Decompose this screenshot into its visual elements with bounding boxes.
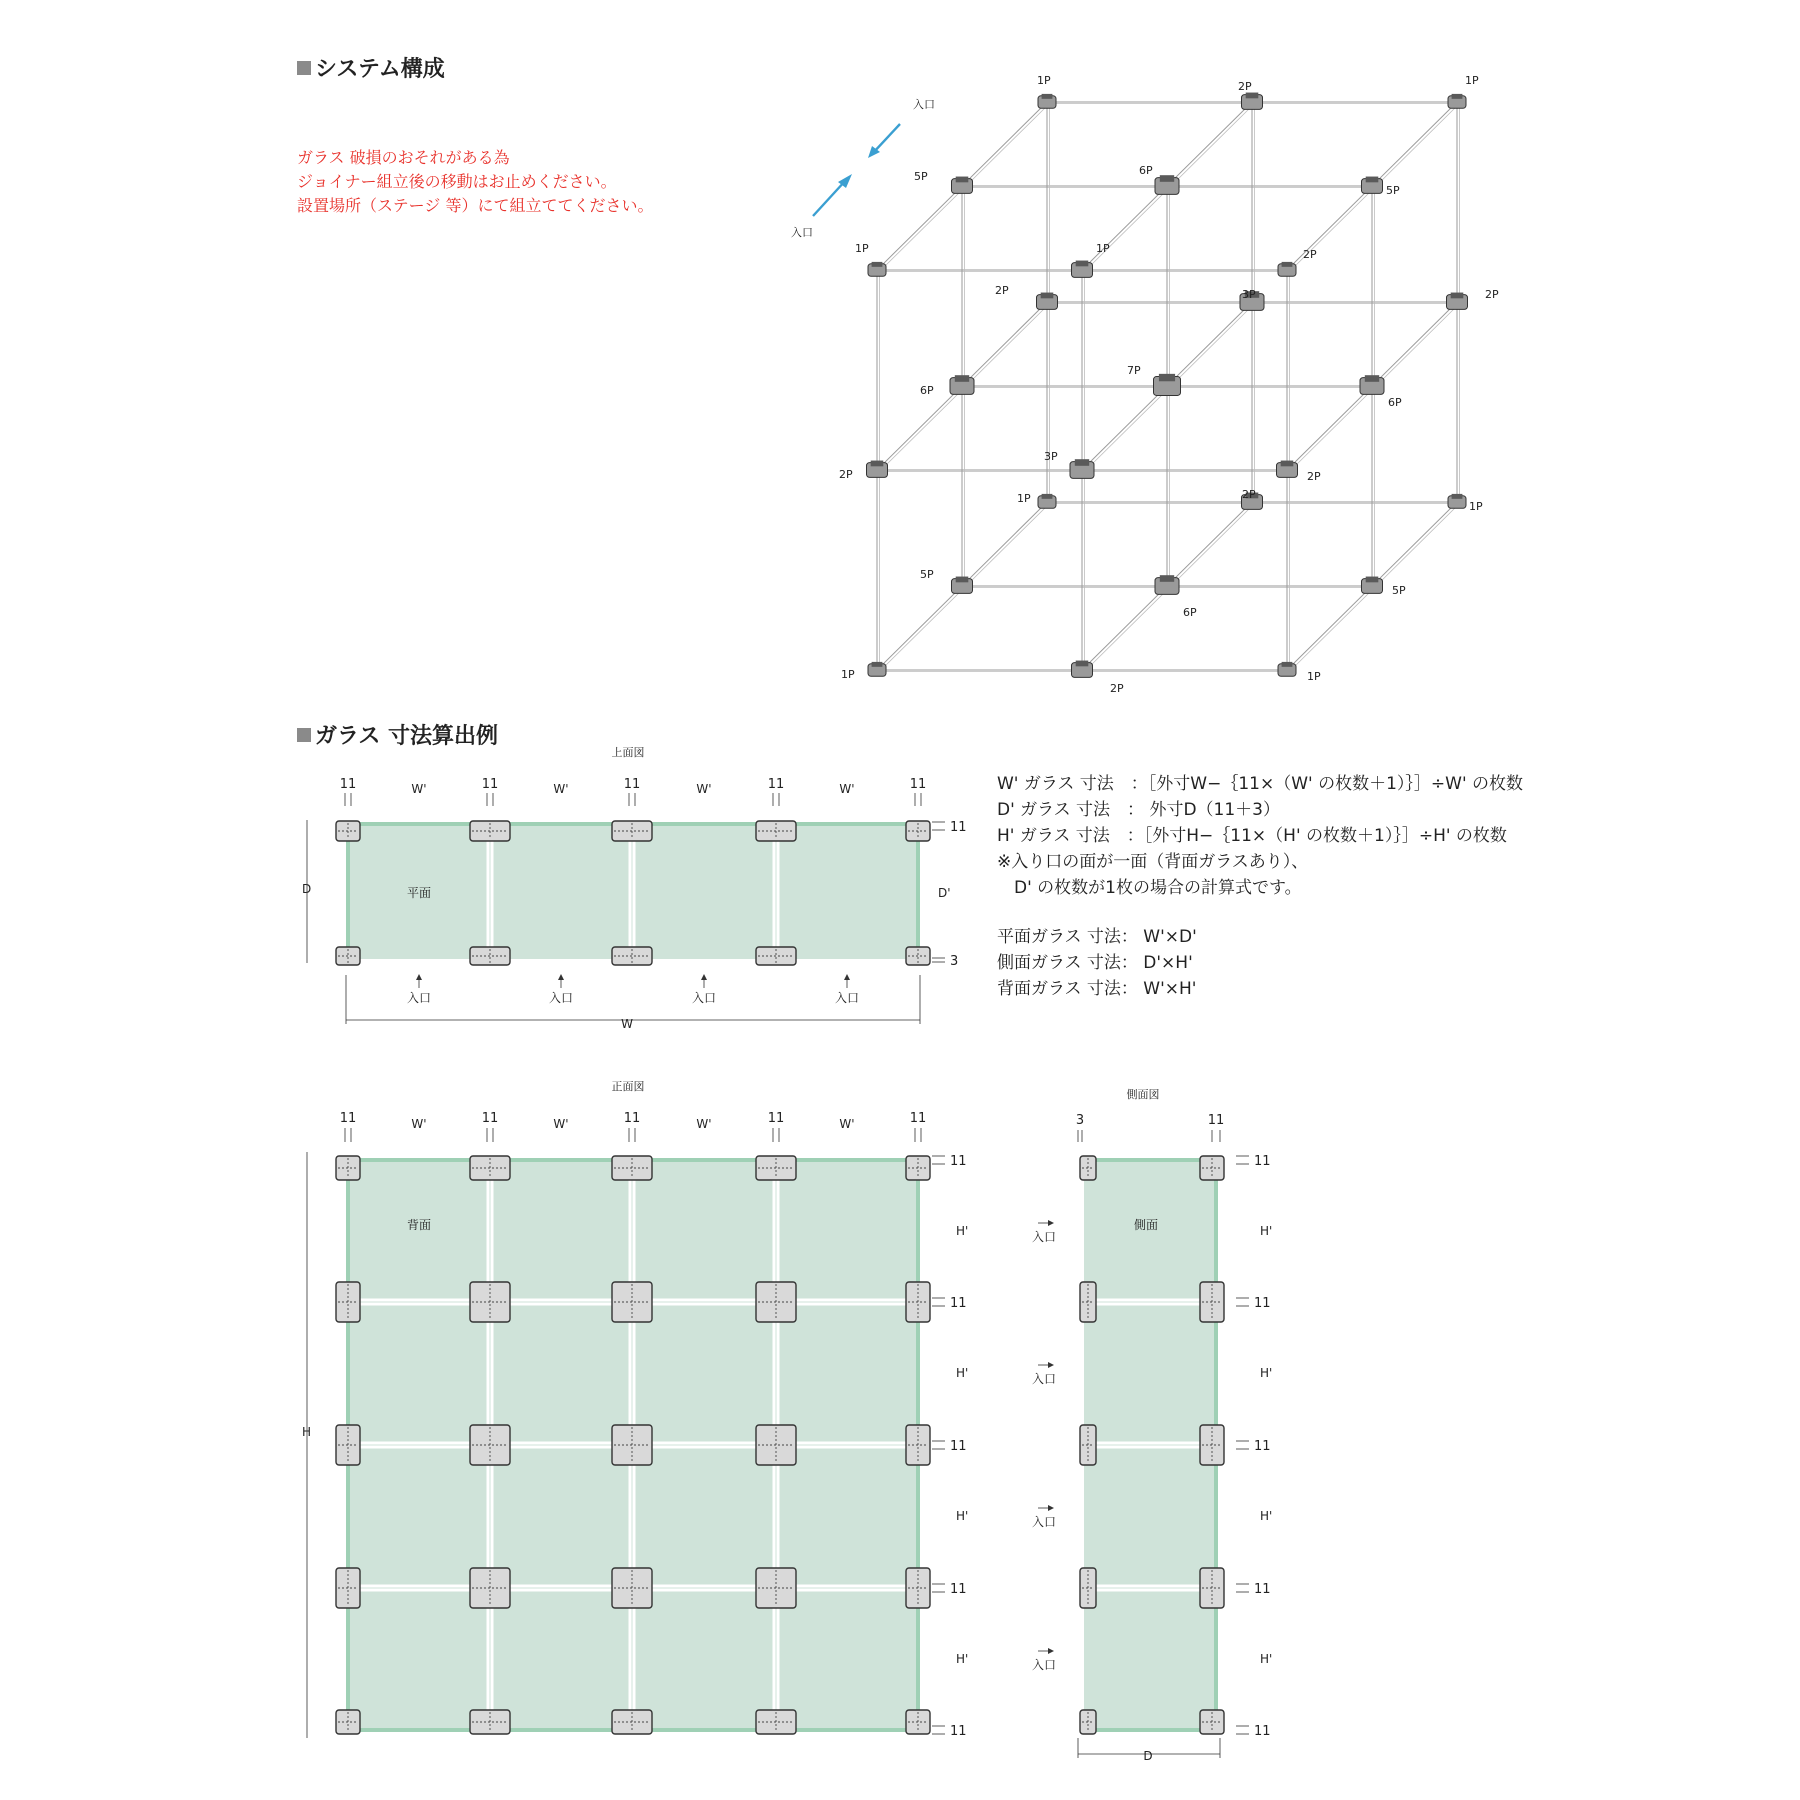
iso-part-label: 1P bbox=[1465, 74, 1479, 87]
iso-part-label: 2P bbox=[1307, 470, 1321, 483]
front-view bbox=[302, 1111, 968, 1739]
section-title-system: システム構成 bbox=[315, 57, 445, 82]
front-joiner bbox=[470, 1425, 510, 1465]
top-joiner bbox=[756, 947, 796, 965]
front-joiner bbox=[906, 1568, 930, 1608]
w-prime-label: W' bbox=[839, 1117, 855, 1131]
eleven-label: 11 bbox=[950, 1154, 967, 1169]
h-prime-label: H' bbox=[956, 1652, 969, 1666]
eleven-label: 11 bbox=[909, 1111, 927, 1126]
iso-joiner-top bbox=[872, 662, 883, 667]
iso-joiner-top bbox=[1042, 494, 1053, 499]
iso-joiner-top bbox=[1076, 261, 1089, 267]
front-right-dimension-labels bbox=[932, 1154, 968, 1739]
arrow-head-icon bbox=[416, 974, 422, 980]
eleven-label: 11 bbox=[1254, 1439, 1271, 1454]
formula-w: W' ガラス 寸法 ：［外寸W−｛11×（W' の枚数＋1）｝］÷W' の枚数 bbox=[997, 774, 1524, 794]
eleven-label: 11 bbox=[950, 1439, 967, 1454]
entrance-label: 入口 bbox=[406, 991, 432, 1005]
front-joiner bbox=[906, 1282, 930, 1322]
isometric-structure bbox=[791, 74, 1499, 695]
h-prime-label: H' bbox=[956, 1224, 969, 1238]
arrow-head-icon bbox=[701, 974, 707, 980]
warning-line-1: ガラス 破損のおそれがある為 bbox=[297, 148, 510, 167]
top-joiner bbox=[906, 947, 930, 965]
iso-part-label: 2P bbox=[995, 284, 1009, 297]
iso-part-label: 6P bbox=[1139, 164, 1153, 177]
eleven-label: 11 bbox=[481, 777, 499, 792]
front-joiner bbox=[336, 1425, 360, 1465]
iso-joiner-top bbox=[1075, 459, 1089, 466]
front-joiner bbox=[612, 1568, 652, 1608]
front-joiner bbox=[612, 1156, 652, 1180]
entrance-label: 入口 bbox=[548, 991, 574, 1005]
iso-joiner-top bbox=[1282, 262, 1293, 267]
iso-part-label: 2P bbox=[1303, 248, 1317, 261]
arrow-head-icon bbox=[1048, 1220, 1054, 1226]
eleven-label: 11 bbox=[950, 1296, 967, 1311]
front-joiner bbox=[336, 1710, 360, 1734]
entrance-label: 入口 bbox=[1031, 1515, 1057, 1529]
eleven-label: 11 bbox=[1254, 1296, 1271, 1311]
side-view-title: 側面図 bbox=[1126, 1088, 1160, 1101]
front-joiner bbox=[906, 1425, 930, 1465]
iso-part-label: 2P bbox=[1238, 80, 1252, 93]
side-joiner bbox=[1080, 1156, 1096, 1180]
top-joiner bbox=[470, 821, 510, 841]
iso-joiner-top bbox=[1042, 94, 1053, 99]
side-joiner bbox=[1080, 1425, 1096, 1465]
iso-part-label: 6P bbox=[1388, 396, 1402, 409]
w-prime-label: W' bbox=[696, 782, 712, 796]
iso-joiner-top bbox=[1366, 577, 1379, 583]
iso-part-label: 1P bbox=[1096, 242, 1110, 255]
eleven-label: 11 bbox=[623, 1111, 641, 1126]
front-joiner bbox=[470, 1282, 510, 1322]
iso-part-label: 5P bbox=[914, 170, 928, 183]
iso-part-label: 2P bbox=[839, 468, 853, 481]
eleven-label: 11 bbox=[339, 1111, 357, 1126]
arrow-head-icon bbox=[844, 974, 850, 980]
iso-part-label: 3P bbox=[1044, 450, 1058, 463]
top-entrance-labels bbox=[407, 974, 859, 1005]
front-joiner bbox=[756, 1282, 796, 1322]
iso-joiner-top bbox=[1282, 662, 1293, 667]
iso-joiner-top bbox=[955, 375, 969, 382]
side-joiner bbox=[1200, 1425, 1224, 1465]
iso-part-label: 1P bbox=[1037, 74, 1051, 87]
w-prime-label: W' bbox=[553, 1117, 569, 1131]
front-joiner bbox=[756, 1710, 796, 1734]
iso-joiner-top bbox=[1451, 293, 1464, 299]
eleven-label: 11 bbox=[1254, 1582, 1271, 1597]
eleven-label: 11 bbox=[767, 777, 785, 792]
front-joiner bbox=[906, 1710, 930, 1734]
plane-face-label: 平面 bbox=[406, 886, 432, 900]
front-view-title: 正面図 bbox=[611, 1080, 645, 1093]
iso-joiner-top bbox=[1281, 461, 1294, 467]
iso-part-label: 3P bbox=[1242, 288, 1256, 301]
iso-part-label: 1P bbox=[1469, 500, 1483, 513]
entrance-label: 入口 bbox=[1031, 1658, 1057, 1672]
iso-joiner-top bbox=[956, 577, 969, 583]
arrow-head-icon bbox=[1048, 1505, 1054, 1511]
formula-h: H' ガラス 寸法 ：［外寸H−｛11×（H' の枚数＋1）｝］÷H' の枚数 bbox=[997, 826, 1507, 846]
h-prime-label: H' bbox=[956, 1509, 969, 1523]
section-marker bbox=[297, 61, 311, 75]
eleven-label: 11 bbox=[767, 1111, 785, 1126]
front-joiner bbox=[756, 1156, 796, 1180]
eleven-label: 11 bbox=[1254, 1724, 1271, 1739]
iso-joiner-top bbox=[871, 461, 884, 467]
formula-d: D' ガラス 寸法 ： 外寸D（11＋3） bbox=[997, 800, 1281, 820]
eleven-label: 11 bbox=[950, 820, 967, 835]
front-dimension-labels bbox=[340, 1111, 927, 1142]
w-prime-label: W' bbox=[553, 782, 569, 796]
iso-part-label: 2P bbox=[1110, 682, 1124, 695]
eleven-label: 11 bbox=[1254, 1154, 1271, 1169]
h-prime-label: H' bbox=[1260, 1224, 1273, 1238]
side-joiner bbox=[1200, 1282, 1224, 1322]
warning-line-2: ジョイナー組立後の移動はお止めください。 bbox=[297, 172, 617, 191]
side-right-dimension-labels bbox=[1236, 1154, 1272, 1739]
eleven-label: 11 bbox=[950, 1582, 967, 1597]
section-title-glass: ガラス 寸法算出例 bbox=[315, 724, 498, 749]
d-prime-label: D' bbox=[938, 886, 951, 900]
h-prime-label: H' bbox=[956, 1366, 969, 1380]
top-joiner bbox=[612, 947, 652, 965]
iso-part-label: 6P bbox=[920, 384, 934, 397]
iso-joiner-top bbox=[1366, 177, 1379, 183]
iso-joiner-top bbox=[1452, 494, 1463, 499]
iso-part-label: 1P bbox=[855, 242, 869, 255]
top-view bbox=[302, 777, 967, 1031]
front-joiner bbox=[470, 1710, 510, 1734]
top-joiner bbox=[336, 947, 360, 965]
w-prime-label: W' bbox=[411, 782, 427, 796]
eleven-label: 11 bbox=[1207, 1113, 1225, 1128]
front-joiner bbox=[612, 1282, 652, 1322]
side-joiner bbox=[1200, 1710, 1224, 1734]
iso-joiner-top bbox=[1452, 94, 1463, 99]
three-label: 3 bbox=[1075, 1113, 1085, 1128]
d-label: D bbox=[1143, 1749, 1153, 1763]
iso-part-label: 1P bbox=[1017, 492, 1031, 505]
warning-line-3: 設置場所（ステージ 等）にて組立ててください。 bbox=[297, 196, 654, 215]
iso-part-label: 2P bbox=[1485, 288, 1499, 301]
top-dimension-labels bbox=[340, 777, 927, 806]
d-label: D bbox=[302, 882, 312, 896]
iso-joiners bbox=[867, 93, 1468, 678]
entrance-label: 入口 bbox=[834, 991, 860, 1005]
front-joiner bbox=[756, 1568, 796, 1608]
entrance-label: 入口 bbox=[913, 98, 935, 111]
iso-joiner-top bbox=[1041, 293, 1054, 299]
side-joiner bbox=[1200, 1568, 1224, 1608]
front-joiner bbox=[336, 1282, 360, 1322]
w-prime-label: W' bbox=[411, 1117, 427, 1131]
top-view-title: 上面図 bbox=[611, 746, 645, 759]
three-label: 3 bbox=[950, 954, 959, 969]
top-joiner bbox=[756, 821, 796, 841]
front-joiner bbox=[336, 1568, 360, 1608]
h-prime-label: H' bbox=[1260, 1366, 1273, 1380]
iso-joiner-top bbox=[1365, 375, 1379, 382]
side-joiner bbox=[1080, 1282, 1096, 1322]
front-joiner bbox=[336, 1156, 360, 1180]
front-joiner bbox=[612, 1425, 652, 1465]
side-glass bbox=[1084, 1160, 1216, 1730]
side-joiner bbox=[1080, 1568, 1096, 1608]
w-label: W bbox=[621, 1017, 633, 1031]
iso-part-label: 5P bbox=[920, 568, 934, 581]
front-joiner bbox=[470, 1568, 510, 1608]
iso-part-label: 2P bbox=[1242, 488, 1256, 501]
iso-part-label: 5P bbox=[1386, 184, 1400, 197]
back-face-label: 背面 bbox=[406, 1218, 432, 1232]
iso-part-label: 7P bbox=[1127, 364, 1141, 377]
w-prime-label: W' bbox=[839, 782, 855, 796]
formula-note-1: ※入り口の面が一面（背面ガラスあり）、 bbox=[997, 852, 1309, 872]
h-prime-label: H' bbox=[1260, 1509, 1273, 1523]
entrance-arrow bbox=[813, 180, 846, 216]
formula-note-2: D' の枚数が1枚の場合の計算式です。 bbox=[997, 878, 1302, 898]
front-joiner bbox=[470, 1156, 510, 1180]
front-joiner bbox=[756, 1425, 796, 1465]
front-joiner bbox=[906, 1156, 930, 1180]
iso-joiner-top bbox=[1159, 374, 1175, 381]
eleven-label: 11 bbox=[481, 1111, 499, 1126]
section-marker bbox=[297, 728, 311, 742]
iso-joiner-top bbox=[956, 177, 969, 183]
top-joiner bbox=[612, 821, 652, 841]
top-joiner bbox=[906, 821, 930, 841]
side-joiner bbox=[1080, 1710, 1096, 1734]
top-joiner bbox=[470, 947, 510, 965]
front-joiner bbox=[612, 1710, 652, 1734]
iso-part-label: 5P bbox=[1392, 584, 1406, 597]
entrance-label: 入口 bbox=[1031, 1230, 1057, 1244]
formula-block bbox=[997, 774, 1523, 999]
eleven-label: 11 bbox=[909, 777, 927, 792]
side-face-label: 側面 bbox=[1133, 1218, 1159, 1232]
iso-joiner-top bbox=[872, 262, 883, 267]
side-view bbox=[1032, 1113, 1272, 1763]
h-label: H bbox=[302, 1425, 312, 1439]
iso-joiner-top bbox=[1076, 661, 1089, 667]
arrow-head-icon bbox=[1048, 1362, 1054, 1368]
size-back: 背面ガラス 寸法： W'×H' bbox=[997, 979, 1197, 999]
entrance-label: 入口 bbox=[1031, 1372, 1057, 1386]
iso-joiner-top bbox=[1160, 575, 1174, 582]
iso-part-label: 1P bbox=[841, 668, 855, 681]
iso-joiner-top bbox=[1246, 93, 1259, 99]
w-prime-label: W' bbox=[696, 1117, 712, 1131]
eleven-label: 11 bbox=[623, 777, 641, 792]
size-side: 側面ガラス 寸法： D'×H' bbox=[997, 953, 1193, 973]
iso-part-label: 6P bbox=[1183, 606, 1197, 619]
iso-joiner-top bbox=[1160, 175, 1174, 182]
eleven-label: 11 bbox=[339, 777, 357, 792]
entrance-label: 入口 bbox=[791, 226, 813, 239]
h-prime-label: H' bbox=[1260, 1652, 1273, 1666]
top-joiner bbox=[336, 821, 360, 841]
side-joiner bbox=[1200, 1156, 1224, 1180]
side-entrance-labels bbox=[1032, 1220, 1056, 1672]
arrow-head-icon bbox=[558, 974, 564, 980]
eleven-label: 11 bbox=[950, 1724, 967, 1739]
entrance-label: 入口 bbox=[691, 991, 717, 1005]
iso-part-label: 1P bbox=[1307, 670, 1321, 683]
size-plane: 平面ガラス 寸法： W'×D' bbox=[997, 927, 1197, 947]
arrow-head-icon bbox=[1048, 1648, 1054, 1654]
